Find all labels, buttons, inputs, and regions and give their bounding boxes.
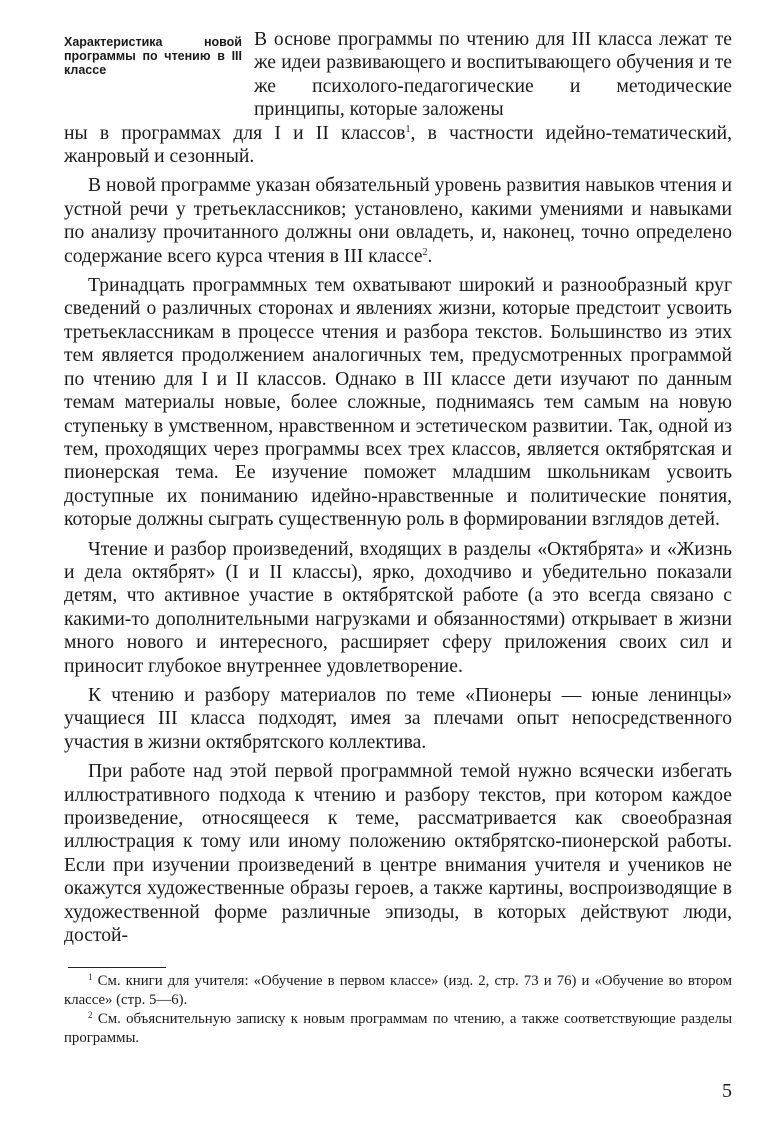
- footnote-1: [64, 972, 732, 1010]
- paragraph-1-first: В основе программы по чтению для III класса лежат те же идеи развивающего и воспитывающего обучения и те же психолого-педагогические и методические принципы, которые заложены: [254, 29, 732, 121]
- p1-text-b: , в частности идейно-тематический, жанровый и сезонный.: [64, 122, 732, 168]
- paragraph-5: К чтению и разбору материалов по теме «Пионеры — юные ленинцы» учащиеся III класса подходят, имея за плечами опыт непосредственного участия в жизни октябрятского коллектива.: [64, 684, 732, 753]
- p2-end: .: [427, 245, 433, 267]
- page-body: [64, 28, 732, 1048]
- p2-text: В новой программе указан обязательный уровень развития навыков чтения и устной речи у третьеклассников; установлено, какими умениями и навыками по анализу прочитанного должны они овладеть, и, наконец, точно определено содержание всего курса чтения в III классе: [64, 175, 732, 267]
- footnote-divider: [68, 967, 166, 968]
- footnote-2-mark: 2: [88, 1010, 93, 1021]
- footnote-ref-1: 1: [405, 123, 411, 135]
- paragraph-3: Тринадцать программных тем охватывают широкий и разнообразный круг сведений о различных сторонах и явлениях жизни, которые предстоит усвоить третьеклассникам в процессе чтения и разбора текстов. Большинство из этих тем является продолжением аналогичных тем, предусмотренных программой по чтению для I и II классов. Однако в III классе дети изучают по данным темам материалы новые, более сложные, поднимаясь тем самым на новую ступеньку в умственном, нравственном и эстетическом развитии. Так, одной из тем, проходящих через программы всех трех классов, является октябрятская и пионерская тема. Ее изучение поможет младшим школьникам усвоить доступные их пониманию идейно-нравственные и политические понятия, которые должны сыграть существенную роль в формировании взглядов детей.: [64, 275, 732, 531]
- side-heading: Характеристика новой программы по чтению в III классе: [64, 35, 242, 77]
- paragraph-6: При работе над этой первой программной темой нужно всячески избегать иллюстративного подхода к чтению и разбору текстов, при котором каждое произведение, относящееся к теме, рассматривается как своеобразная иллюстрация к тому или иному положению октябрятско-пионерской работы. Если при изучении произведений в центре внимания учителя и учеников не окажутся художественные образы героев, а также картины, воспроизводящие в художественной форме различные эпизоды, в которых действуют люди, достой-: [64, 761, 732, 947]
- paragraph-2: [64, 174, 732, 268]
- first-block: [64, 28, 732, 122]
- paragraph-4: Чтение и разбор произведений, входящих в разделы «Октябрята» и «Жизнь и дела октябрят» (I и II классы), ярко, доходчиво и убедительно показали детям, что активное участие в октябрятской работе (а это всегда связано с какими-то дополнительными нагрузками и обязанностями) открывает в жизни много нового и интересного, расширяет сферу приложения своих сил и приносит глубокое внутреннее удовлетворение.: [64, 538, 732, 677]
- footnote-2-text: См. объяснительную записку к новым программам по чтению, а также соответствующие разделы программы.: [64, 1011, 733, 1047]
- p1-text-a: ны в программах для I и II классов: [64, 122, 406, 144]
- paragraph-1-continuation: [64, 122, 732, 169]
- footnote-2: [64, 1010, 732, 1048]
- footnote-1-mark: 1: [88, 972, 93, 983]
- page-number: 5: [722, 1080, 732, 1102]
- footnote-ref-2: 2: [422, 246, 428, 258]
- footnote-1-text: См. книги для учителя: «Обучение в первом классе» (изд. 2, стр. 73 и 76) и «Обучение во втором классе» (стр. 5—6).: [64, 973, 732, 1009]
